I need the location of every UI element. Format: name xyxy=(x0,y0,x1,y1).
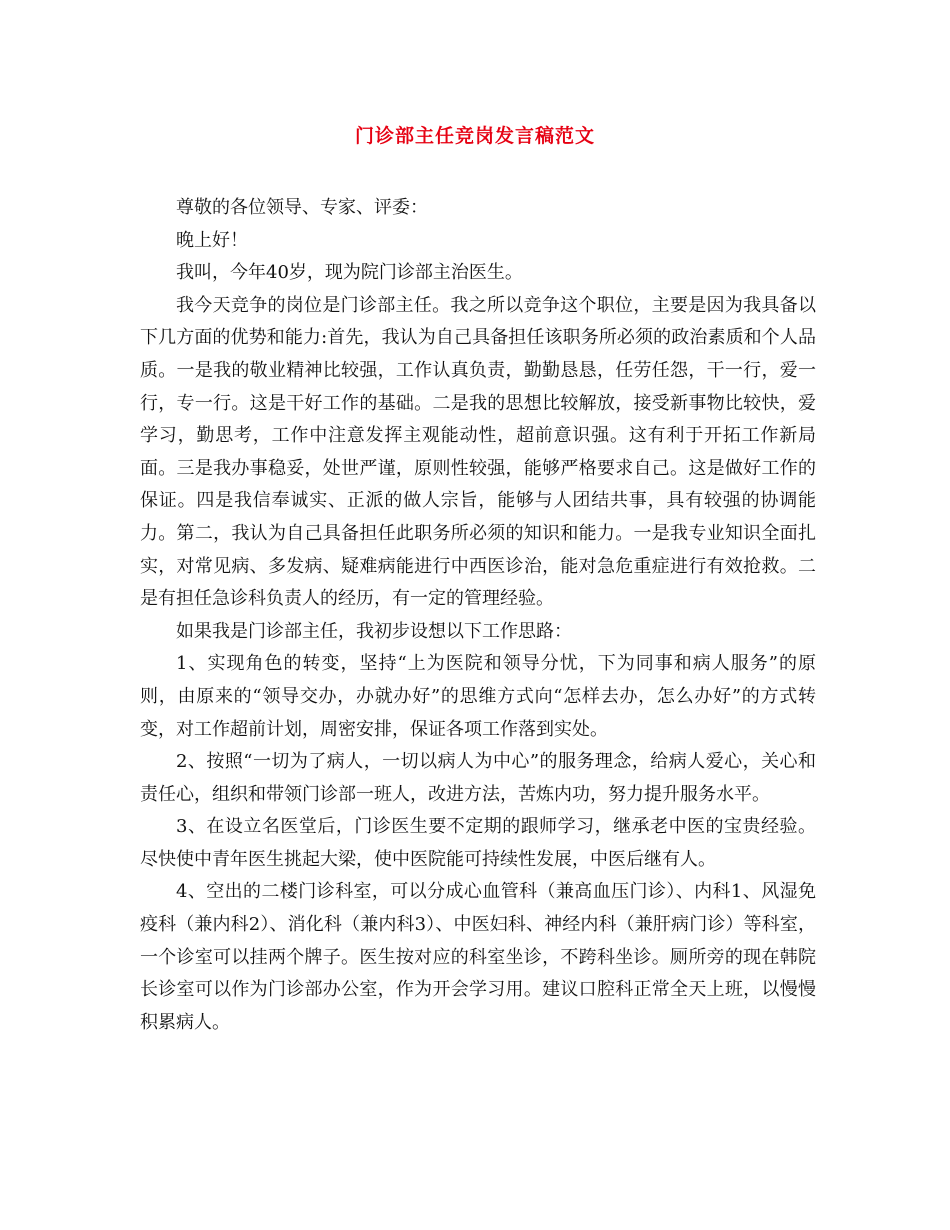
greeting: 晚上好！ xyxy=(176,229,248,251)
document-body xyxy=(140,192,816,1039)
paragraph-plan-item-3: 3、在设立名医堂后，门诊医生要不定期的跟师学习，继承老中医的宝贵经验。尽快使中青年医生挑起大梁，使中医院能可持续性发展，中医后继有人。 xyxy=(140,816,816,870)
self-introduction: 我叫，今年40岁，现为院门诊部主治医生。 xyxy=(176,262,523,284)
paragraph-qualifications: 我今天竞争的岗位是门诊部主任。我之所以竞争这个职位，主要是因为我具备以下几方面的优势和能力:首先，我认为自己具备担任该职务所必须的政治素质和个人品质。一是我的敬业精神比较强，工作认真负责，勤勤恳恳，任劳任怨，干一行，爱一行，专一行。这是干好工作的基础。二是我的思想比较解放，接受新事物比较快，爱学习，勤思考，工作中注意发挥主观能动性，超前意识强。这有利于开拓工作新局面。三是我办事稳妥，处世严谨，原则性较强，能够严格要求自己。这是做好工作的保证。四是我信奉诚实、正派的做人宗旨，能够与人团结共事，具有较强的协调能力。第二，我认为自己具备担任此职务所必须的知识和能力。一是我专业知识全面扎实，对常见病、多发病、疑难病能进行中西医诊治，能对急危重症进行有效抢救。二是有担任急诊科负责人的经历，有一定的管理经验。 xyxy=(140,294,816,610)
page-title: 门诊部主任竞岗发言稿范文 xyxy=(354,125,595,147)
salutation: 尊敬的各位领导、专家、评委： xyxy=(176,197,428,218)
paragraph-plan-item-1: 1、实现角色的转变，坚持“上为医院和领导分忧，下为同事和病人服务”的原则，由原来的“领导交办，办就办好”的思维方式向“怎样去办，怎么办好”的方式转变，对工作超前计划，周密安排，保证各项工作落到实处。 xyxy=(140,653,816,740)
paragraph-plan-item-2: 2、按照“一切为了病人，一切以病人为中心”的服务理念，给病人爱心，关心和责任心，组织和带领门诊部一班人，改进方法，苦炼内功，努力提升服务水平。 xyxy=(140,751,816,805)
paragraph-plan-item-4: 4、空出的二楼门诊科室，可以分成心血管科（兼高血压门诊）、内科1、风湿免疫科（兼内科2）、消化科（兼内科3）、中医妇科、神经内科（兼肝病门诊）等科室，一个诊室可以挂两个牌子。医生按对应的科室坐诊，不跨科坐诊。厕所旁的现在韩院长诊室可以作为门诊部办公室，作为开会学习用。建议口腔科正常全天上班，以慢慢积累病人。 xyxy=(140,881,816,1033)
paragraph-plan-intro: 如果我是门诊部主任，我初步设想以下工作思路： xyxy=(176,620,572,642)
